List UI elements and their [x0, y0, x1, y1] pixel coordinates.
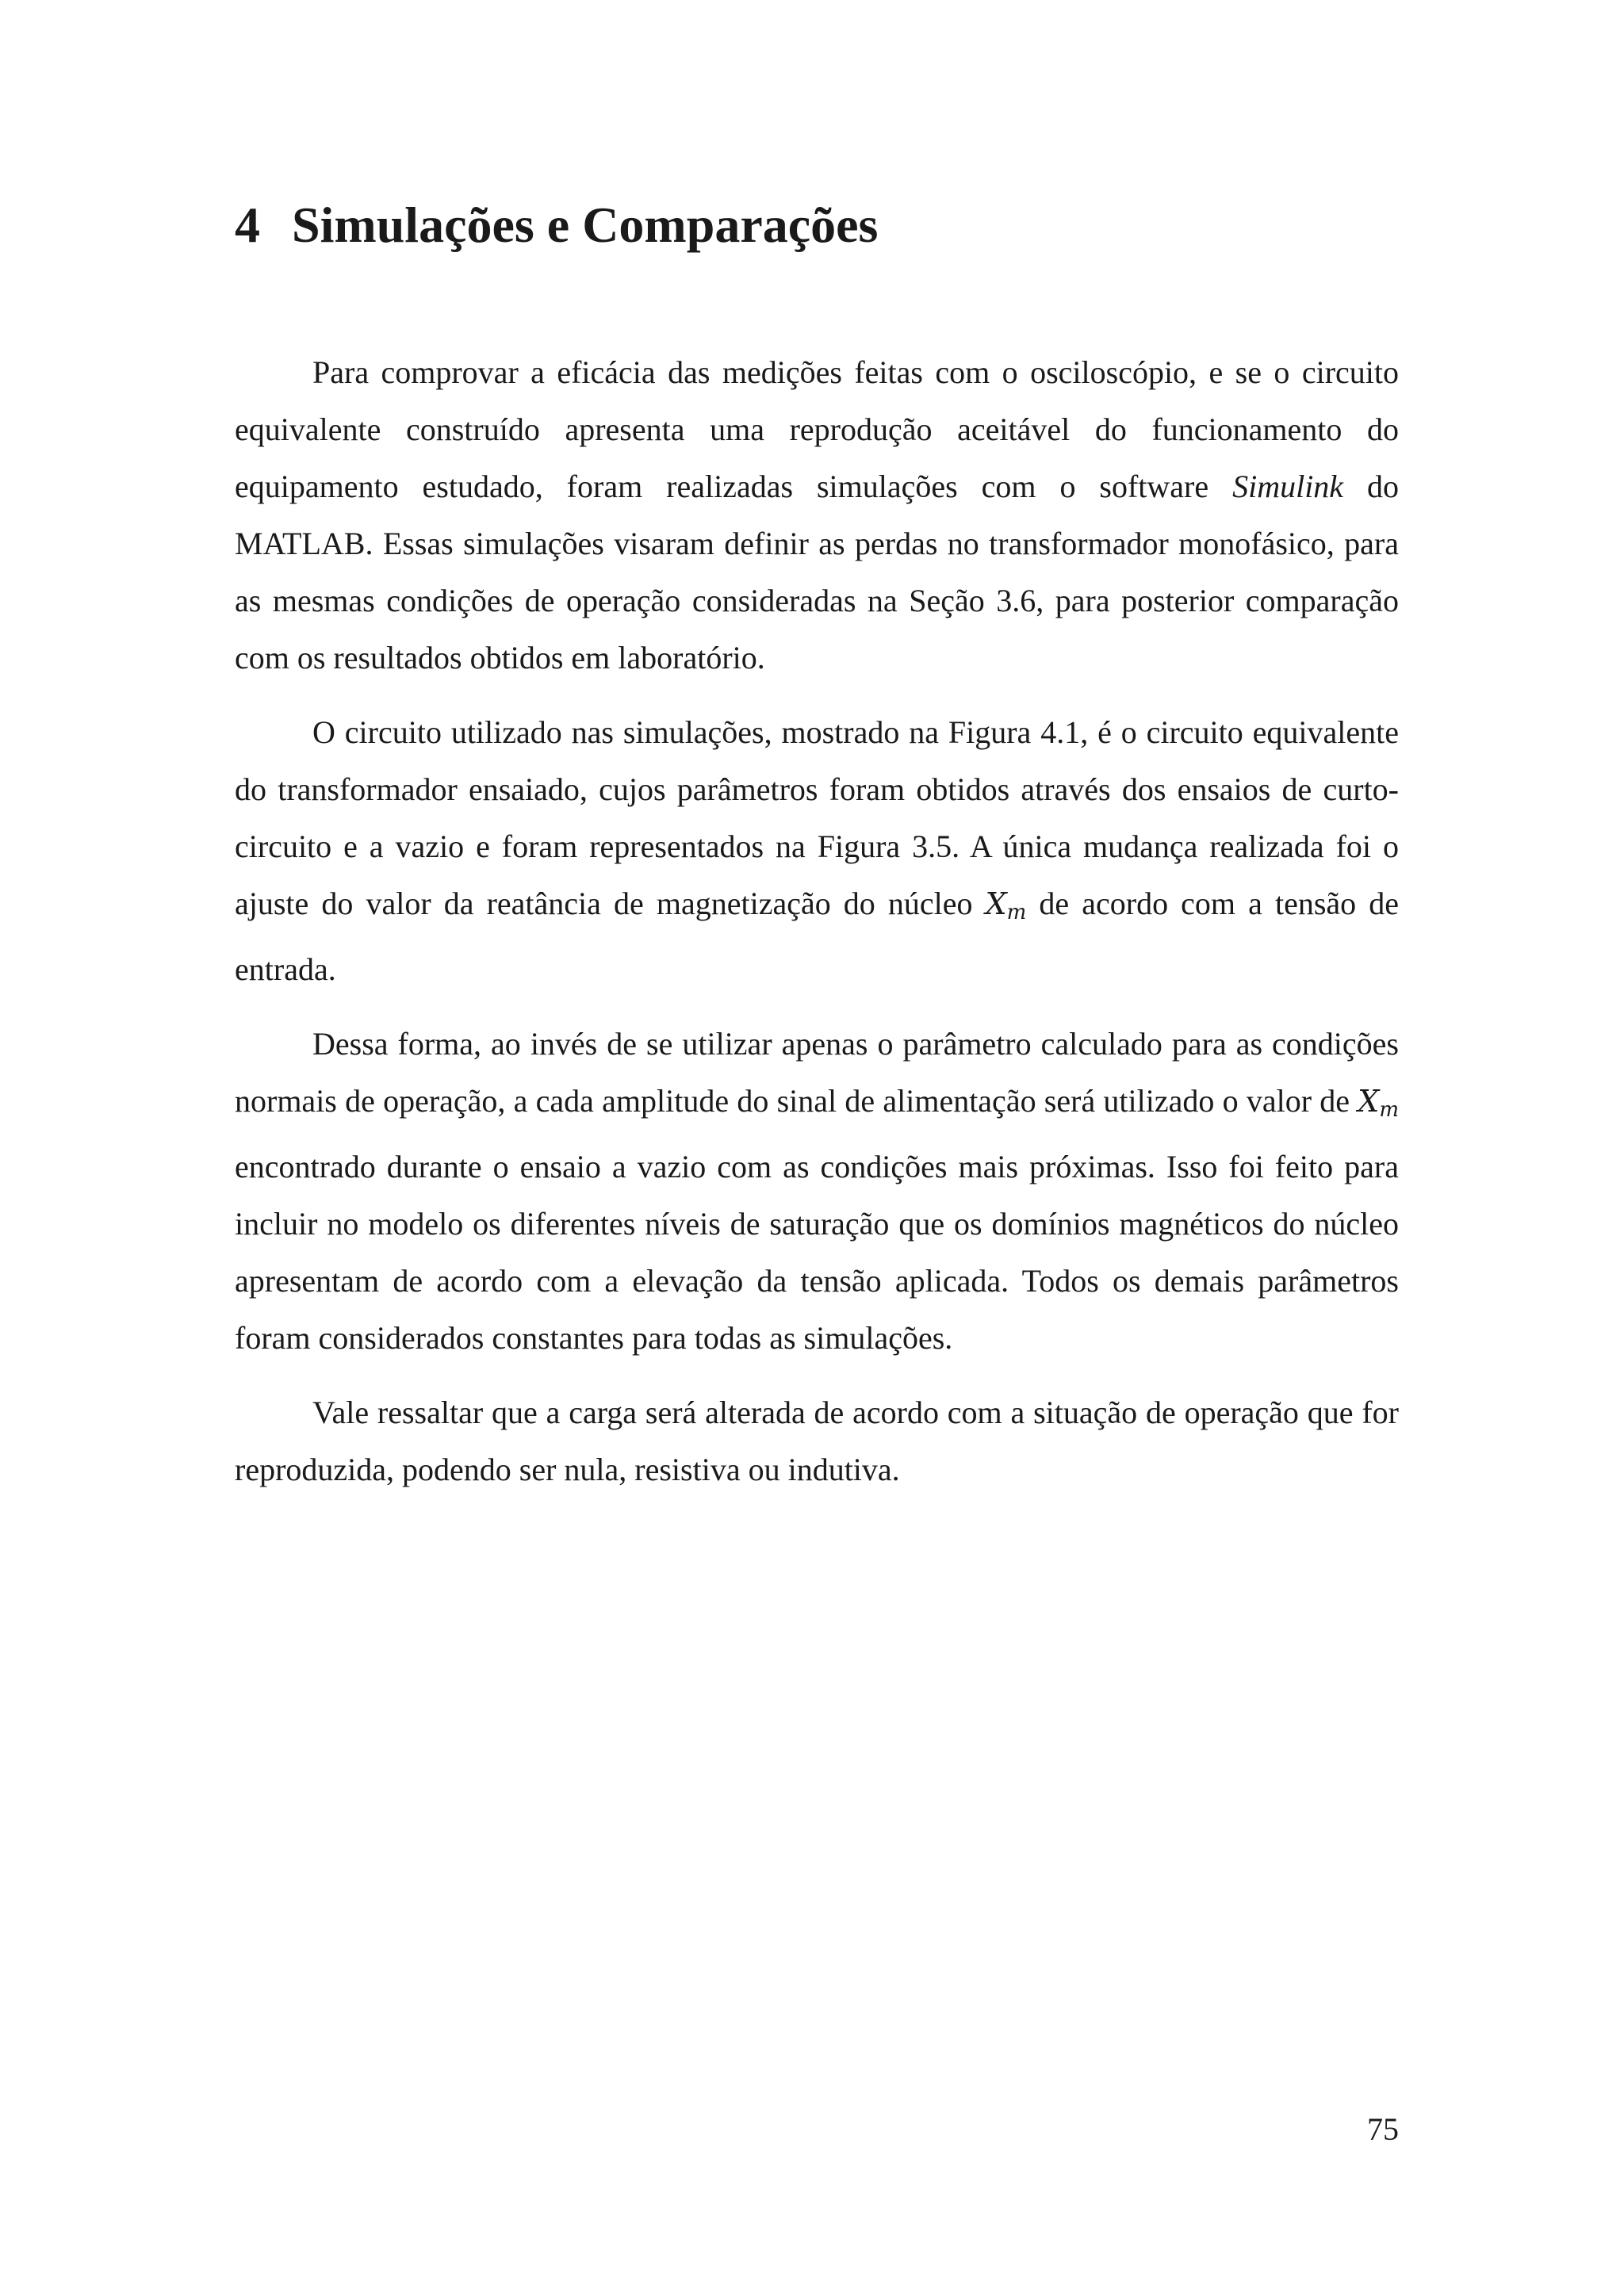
paragraph-2-text-b: de acordo com a tensão de entrada.: [235, 886, 1399, 987]
chapter-number: 4: [235, 197, 260, 253]
paragraph-3: [235, 1016, 1399, 1367]
math-xm: [985, 886, 1027, 924]
page-number: 75: [1367, 2111, 1399, 2147]
math-xm: [1358, 1084, 1399, 1122]
paragraph-1-text-b: do MATLAB. Essas simulações visaram definir as perdas no transformador monofásico, para as mesmas condições de operação consideradas na Seção 3.6, para posterior comparação com os resultados obtidos em laboratório.: [235, 469, 1400, 675]
math-symbol: X: [1358, 1084, 1380, 1119]
paragraph-2: [235, 704, 1399, 998]
paragraph-3-text-b: encontrado durante o ensaio a vazio com as condições mais próximas. Isso foi feito para incluir no modelo os diferentes níveis de saturação que os domínios magnéticos do núcleo apresentam de acordo com a elevação da tensão aplicada. Todos os demais parâmetros foram considerados constantes para todas as simulações.: [235, 1149, 1399, 1356]
chapter-heading: [235, 190, 878, 260]
paragraph-3-text-a: Dessa forma, ao invés de se utilizar apenas o parâmetro calculado para as condições normais de operação, a cada amplitude do sinal de alimentação será utilizado o valor de: [235, 1026, 1399, 1119]
paragraph-2-text-a: O circuito utilizado nas simulações, mostrado na Figura 4.1, é o circuito equivalente do transformador ensaiado, cujos parâmetros foram obtidos através dos ensaios de curto-circuito e a vazio e foram representados na Figura 3.5. A única mudança realizada foi o ajuste do valor da reatância de magnetização do núcleo: [235, 714, 1399, 921]
software-name: Simulink: [1232, 469, 1344, 504]
paragraph-1-text-a: Para comprovar a eficácia das medições feitas com o osciloscópio, e se o circuito equivalente construído apresenta uma reprodução aceitável do funcionamento do equipamento estudado, foram realizadas simulações com o software: [235, 354, 1399, 504]
paragraph-4-text-a: Vale ressaltar que a carga será alterada de acordo com a situação de operação que for reproduzida, podendo ser nula, resistiva ou indutiva.: [235, 1395, 1399, 1487]
paragraph-1: [235, 344, 1399, 687]
body-text: [235, 344, 1399, 1516]
math-subscript: m: [1006, 901, 1027, 924]
paragraph-4: [235, 1384, 1399, 1498]
chapter-title: Simulações e Comparações: [292, 197, 879, 253]
math-symbol: X: [985, 886, 1007, 921]
math-subscript: m: [1379, 1098, 1399, 1122]
